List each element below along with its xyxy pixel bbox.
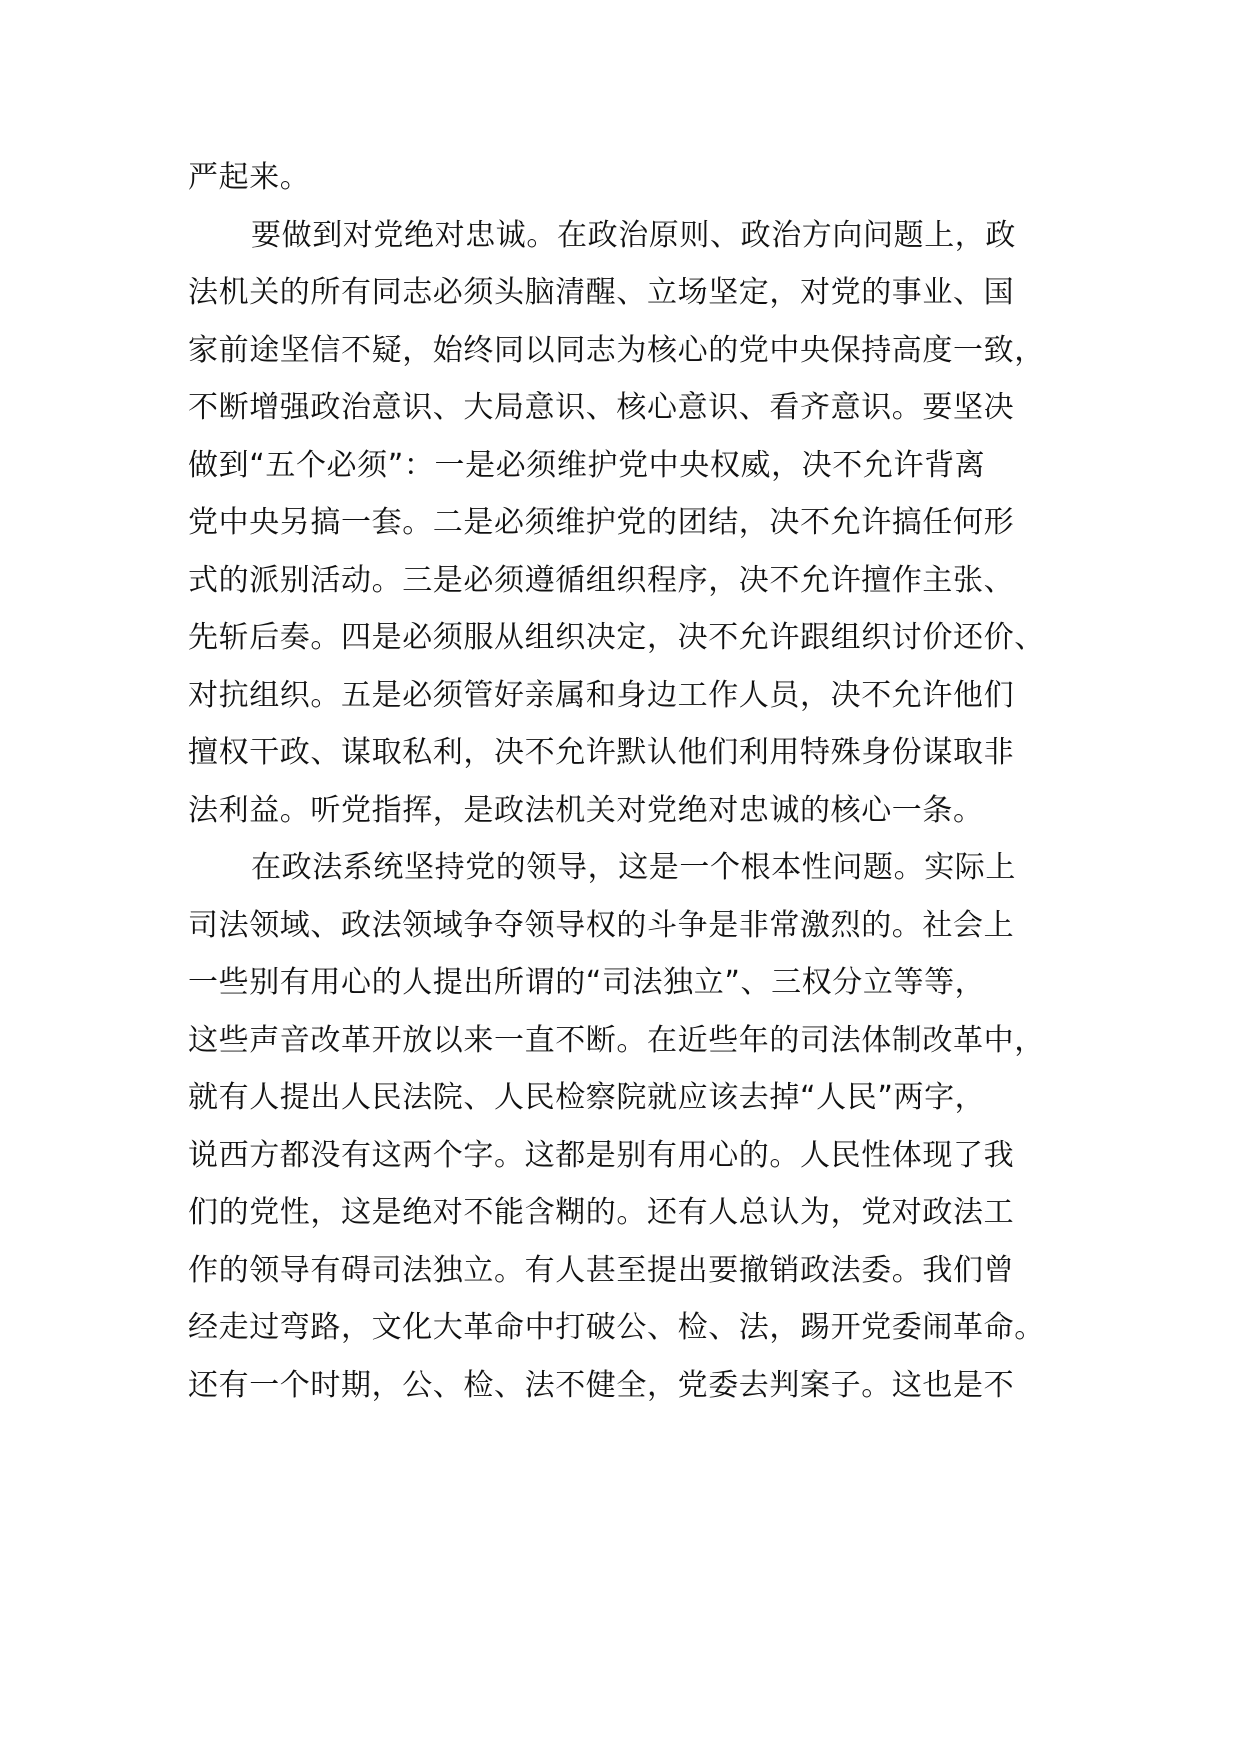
text-line: 不断增强政治意识、大局意识、核心意识、看齐意识。要坚决 [188,390,1015,425]
text-line: 做到“五个必须”：一是必须维护党中央权威，决不允许背离 [188,448,986,483]
text-line: 一些别有用心的人提出所谓的“司法独立”、三权分立等等， [188,965,986,1000]
text-line: 对抗组织。五是必须管好亲属和身边工作人员，决不允许他们 [188,678,1015,713]
text-line: 经走过弯路，文化大革命中打破公、检、法，踢开党委闹革命。 [188,1310,1045,1345]
text-line: 先斩后奏。四是必须服从组织决定，决不允许跟组织讨价还价、 [188,620,1045,655]
paragraph-start-line: 要做到对党绝对忠诚。在政治原则、政治方向问题上，政 [251,218,1016,253]
text-line: 这些声音改革开放以来一直不断。在近些年的司法体制改革中， [188,1023,1045,1058]
text-line: 式的派别活动。三是必须遵循组织程序，决不允许擅作主张、 [188,563,1015,598]
text-line: 法机关的所有同志必须头脑清醒、立场坚定，对党的事业、国 [188,275,1015,310]
text-line: 司法领域、政法领域争夺领导权的斗争是非常激烈的。社会上 [188,908,1015,943]
text-line: 就有人提出人民法院、人民检察院就应该去掉“人民”两字， [188,1080,986,1115]
text-line: 家前途坚信不疑，始终同以同志为核心的党中央保持高度一致， [188,333,1045,368]
text-line: 们的党性，这是绝对不能含糊的。还有人总认为，党对政法工 [188,1195,1015,1230]
text-line: 说西方都没有这两个字。这都是别有用心的。人民性体现了我 [188,1138,1015,1173]
text-line: 党中央另搞一套。二是必须维护党的团结，决不允许搞任何形 [188,505,1015,540]
paragraph-start-line: 在政法系统坚持党的领导，这是一个根本性问题。实际上 [251,850,1016,885]
text-line: 作的领导有碍司法独立。有人甚至提出要撤销政法委。我们曾 [188,1253,1015,1288]
text-line: 擅权干政、谋取私利，决不允许默认他们利用特殊身份谋取非 [188,735,1015,770]
text-line: 还有一个时期，公、检、法不健全，党委去判案子。这也是不 [188,1368,1015,1403]
text-line: 严起来。 [188,160,311,195]
text-line: 法利益。听党指挥，是政法机关对党绝对忠诚的核心一条。 [188,793,984,828]
